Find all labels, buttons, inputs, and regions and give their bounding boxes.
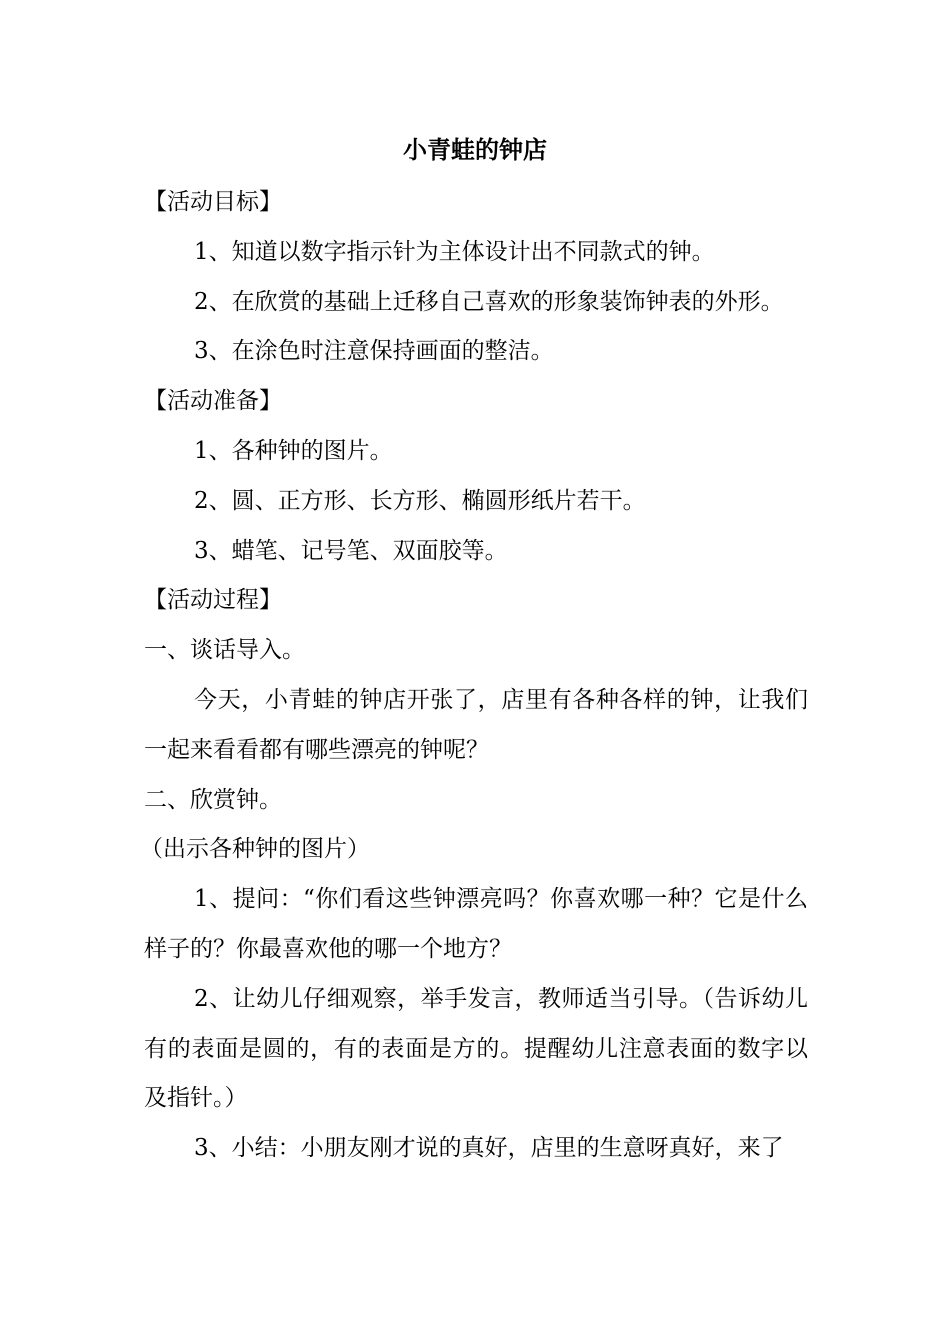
step-2-item-1: 1、提问：“你们看这些钟漂亮吗？你喜欢哪一种？它是什么样子的？你最喜欢他的哪一个地方？ — [144, 886, 808, 962]
section-heading-preparation: 【活动准备】 — [144, 388, 282, 415]
step-2-item-3: 3、小结：小朋友刚才说的真好，店里的生意呀真好，来了 — [194, 1135, 784, 1162]
prep-item-2: 2、圆、正方形、长方形、椭圆形纸片若干。 — [194, 487, 646, 514]
step-2-note: （出示各种钟的图片） — [140, 836, 370, 863]
goal-item-1: 1、知道以数字指示针为主体设计出不同款式的钟。 — [194, 238, 715, 265]
goal-item-2: 2、在欣赏的基础上迁移自己喜欢的形象装饰钟表的外形。 — [194, 288, 784, 315]
step-2-item-2: 2、让幼儿仔细观察，举手发言，教师适当引导。（告诉幼儿有的表面是圆的，有的表面是方的。提醒幼儿注意表面的数字以及指针。） — [144, 985, 808, 1112]
prep-item-3: 3、蜡笔、记号笔、双面胶等。 — [194, 537, 508, 564]
document-body — [140, 178, 808, 1174]
goal-item-3: 3、在涂色时注意保持画面的整洁。 — [194, 338, 554, 365]
section-heading-goals: 【活动目标】 — [144, 189, 282, 215]
prep-item-1: 1、各种钟的图片。 — [194, 437, 393, 464]
step-1-text: 今天，小青蛙的钟店开张了，店里有各种各样的钟，让我们一起来看看都有哪些漂亮的钟呢？ — [144, 686, 808, 763]
step-2-heading: 二、欣赏钟。 — [144, 786, 282, 813]
section-heading-process: 【活动过程】 — [144, 587, 282, 614]
step-1-heading: 一、谈话导入。 — [144, 637, 305, 664]
document-title: 小青蛙的钟店 — [403, 136, 547, 164]
